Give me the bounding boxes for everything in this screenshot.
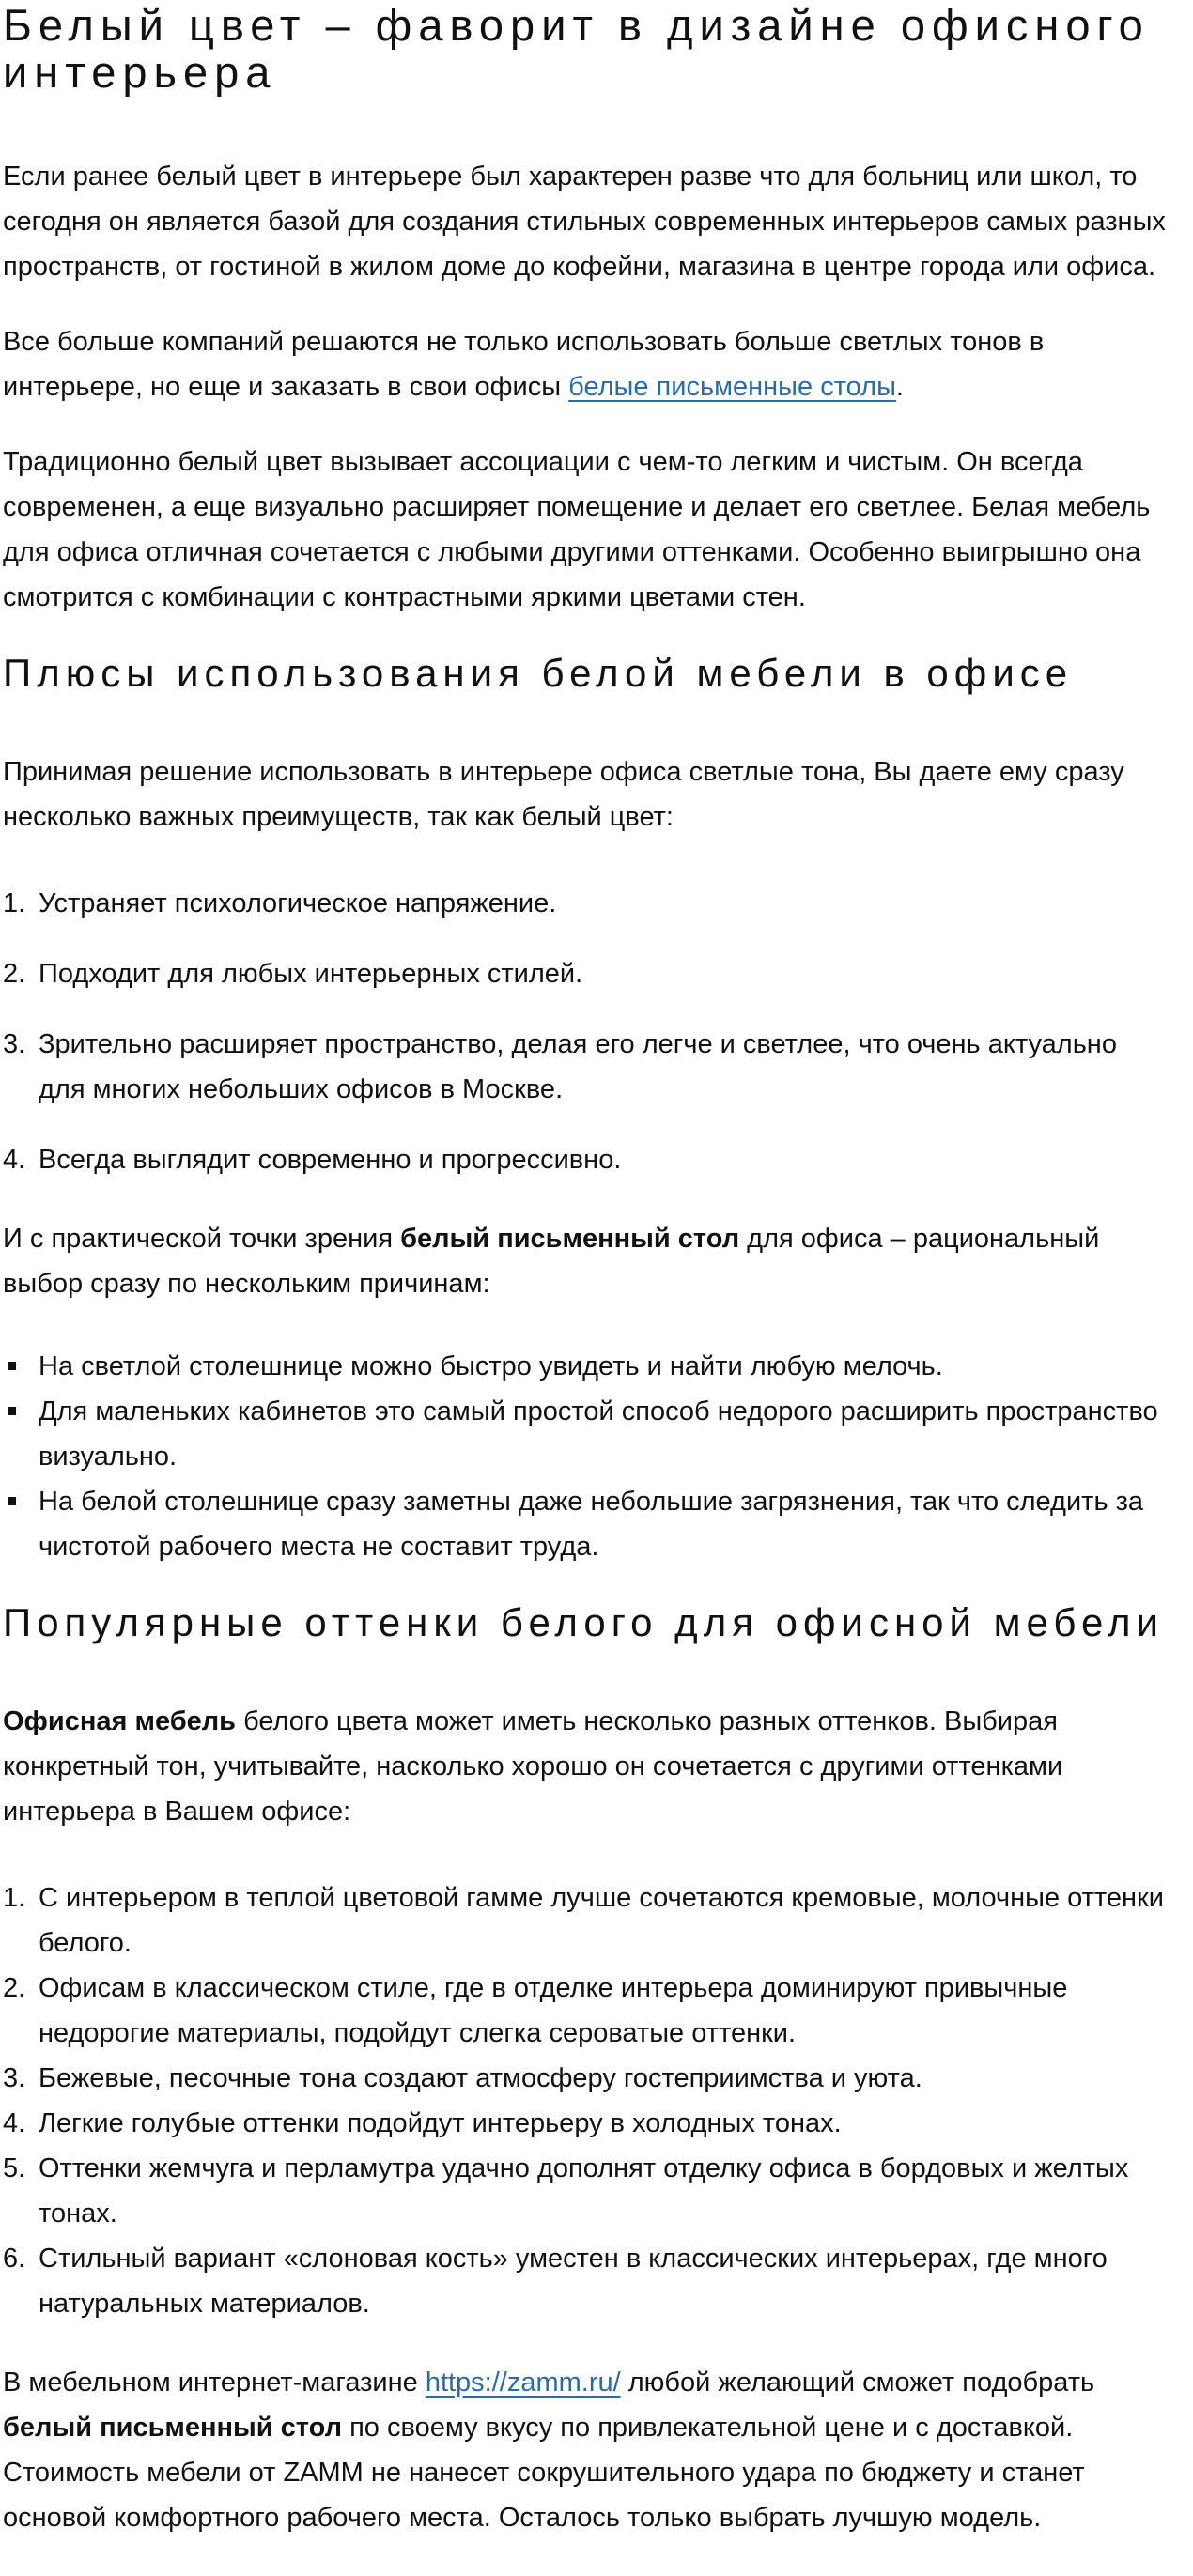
zamm-link[interactable]: https://zamm.ru/	[425, 2368, 621, 2398]
intro-paragraph-2	[3, 319, 1170, 409]
list-item: Устраняет психологическое напряжение.	[39, 888, 557, 918]
practical-tail: для офиса – рациональный выбор сразу по нескольким причинам:	[3, 1224, 1100, 1299]
article-title: Белый цвет – фаворит в дизайне офисного интерьера	[3, 0, 1150, 97]
list-item: Для маленьких кабинетов это самый простой способ недорого расширить пространство визуально.	[39, 1389, 1170, 1479]
list-item: Бежевые, песочные тона создают атмосферу гостеприимства и уюта.	[39, 2063, 922, 2093]
intro-paragraph-2-tail: .	[895, 372, 904, 402]
practical-bold: белый письменный стол	[400, 1224, 740, 1254]
intro-paragraph-3: Традиционно белый цвет вызывает ассоциации с чем-то легким и чистым. Он всегда современен, а еще визуально расширяет помещение и делает его светлее. Белая мебель для офиса отличная сочетается с любыми другими оттенками. Особенно выигрышно она смотрится с комбинации с контрастными яркими цветами стен.	[3, 447, 1151, 612]
shades-numbered-list	[3, 1875, 1170, 2326]
shades-lead-bold: Офисная мебель	[3, 1706, 237, 1736]
list-item: Легкие голубые оттенки подойдут интерьеру в холодных тонах.	[39, 2108, 842, 2138]
section-heading-pluses: Плюсы использования белой мебели в офисе	[3, 651, 1074, 695]
outro-text-1: В мебельном интернет-магазине	[3, 2368, 426, 2398]
intro-paragraph-1: Если ранее белый цвет в интерьере был характерен разве что для больниц или школ, то сегодня он является базой для создания стильных современных интерьеров самых разных пространств, от гостиной в жилом доме до кофейни, магазина в центре города или офиса.	[3, 162, 1166, 282]
intro-paragraph-2-text: Все больше компаний решаются не только использовать больше светлых тонов в интерьере, но еще и заказать в свои офисы	[3, 327, 1045, 402]
white-desks-link[interactable]: белые письменные столы	[568, 372, 896, 402]
outro-paragraph	[3, 2360, 1170, 2540]
list-item: Стильный вариант «слоновая кость» уместен в классических интерьерах, где много натуральных материалов.	[39, 2244, 1108, 2319]
list-item: Зрительно расширяет пространство, делая его легче и светлее, что очень актуально для многих небольших офисов в Москве.	[39, 1029, 1117, 1104]
list-item: Подходит для любых интерьерных стилей.	[39, 959, 583, 989]
list-item: С интерьером в теплой цветовой гамме лучше сочетаются кремовые, молочные оттенки белого.	[39, 1883, 1164, 1958]
list-item: Всегда выглядит современно и прогрессивно.	[39, 1145, 622, 1175]
practical-bullet-list	[3, 1344, 1170, 1569]
practical-text: И с практической точки зрения	[3, 1224, 401, 1254]
list-item: На белой столешнице сразу заметны даже небольшие загрязнения, так что следить за чистотой рабочего места не составит труда.	[39, 1479, 1170, 1569]
outro-text-3: по своему вкусу по привлекательной цене и с доставкой. Стоимость мебели от ZAMM не нанесет сокрушительного удара по бюджету и станет основой комфортного рабочего места. Осталось только выбрать лучшую модель.	[3, 2413, 1085, 2533]
pluses-numbered-list	[3, 881, 1170, 1182]
list-item: Оттенки жемчуга и перламутра удачно дополнят отделку офиса в бордовых и желтых тонах.	[39, 2153, 1129, 2229]
shades-lead-paragraph	[3, 1699, 1170, 1834]
outro-bold: белый письменный стол	[3, 2413, 343, 2443]
list-item: Офисам в классическом стиле, где в отделке интерьера доминируют привычные недорогие материалы, подойдут слегка сероватые оттенки.	[39, 1973, 1068, 2048]
practical-paragraph	[3, 1216, 1170, 1306]
list-item: На светлой столешнице можно быстро увидеть и найти любую мелочь.	[39, 1344, 1170, 1389]
outro-text-2: любой желающий сможет подобрать	[620, 2368, 1095, 2398]
shades-lead-text: белого цвета может иметь несколько разных оттенков. Выбирая конкретный тон, учитывайте, насколько хорошо он сочетается с другими оттенками интерьера в Вашем офисе:	[3, 1706, 1063, 1827]
section-heading-shades: Популярные оттенки белого для офисной мебели	[3, 1600, 1164, 1644]
pluses-lead-paragraph: Принимая решение использовать в интерьере офиса светлые тона, Вы даете ему сразу несколько важных преимуществ, так как белый цвет:	[3, 757, 1124, 832]
